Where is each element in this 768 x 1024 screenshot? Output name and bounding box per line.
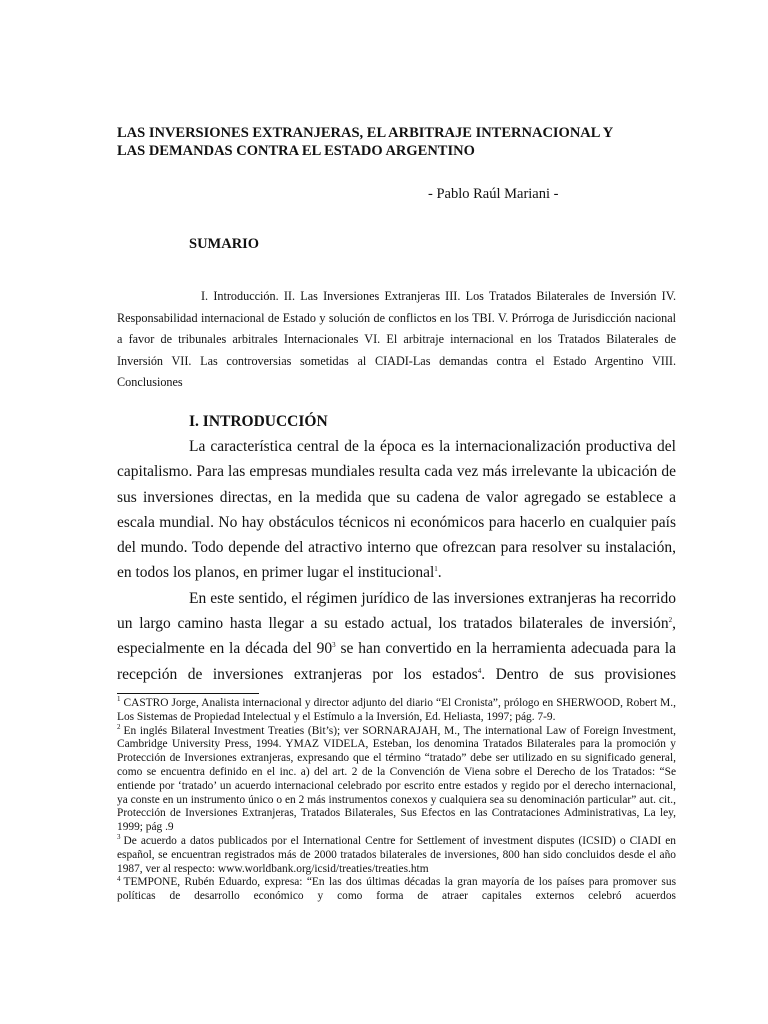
footnote-1 (117, 697, 676, 725)
footnote-text-1: CASTRO Jorge, Analista internacional y director adjunto del diario “El Cronista”, prólogo en SHERWOOD, Robert M., Los Sistemas de Propiedad Intelectual y el Estímulo a la Inversión, Ed. Heliasta, 1997; pág. 7-9. (117, 697, 676, 723)
footnote-ref-4: 4 (477, 666, 482, 675)
footnote-separator (117, 693, 259, 694)
footnote-ref-3: 3 (332, 641, 336, 650)
paragraph-1-text: La característica central de la época es la internacionalización productiva del capitalismo. Para las empresas mundiales resulta cada vez más irrelevante la ubicación de sus inversiones directas, en la medida que su cadena de valor agregado se establece a escala mundial. No hay obstáculos técnicos ni económicos para hacerlo en cualquier país del mundo. Todo depende del atractivo interno que ofrezcan para resolver su instalación, en todos los planos, en primer lugar el institucional (117, 438, 676, 582)
sumario-heading: SUMARIO (189, 236, 260, 252)
paragraph-2-text-a: En este sentido, el régimen jurídico de las inversiones extranjeras ha recorrido un largo camino hasta llegar a su estado actual, los tratados bilaterales de inversión (117, 589, 676, 633)
document-title (117, 124, 677, 160)
paragraph-1-end: . (437, 564, 442, 582)
footnote-3 (117, 835, 676, 876)
author-name: - Pablo Raúl Mariani - (428, 186, 559, 202)
footnote-number-1: 1 (117, 695, 121, 704)
footnote-number-4: 4 (117, 874, 121, 883)
footnote-text-3: De acuerdo a datos publicados por el International Centre for Settlement of investment disputes (ICSID) o CIADI en español, se encuentran registrados más de 2000 tratados bilaterales de inversiones, 800 han sido concluidos desde el año 1987, ver al respecto: www.worldbank.org/icsid/treaties/treaties.htm (117, 834, 676, 875)
title-line-1: LAS INVERSIONES EXTRANJERAS, EL ARBITRAJE INTERNACIONAL Y (117, 125, 614, 141)
paragraph-1 (117, 434, 676, 586)
footnote-ref-2: 2 (668, 615, 673, 624)
body-text (117, 434, 676, 687)
paragraph-2 (117, 586, 676, 687)
footnote-4 (117, 876, 676, 904)
sumario-text: I. Introducción. II. Las Inversiones Extranjeras III. Los Tratados Bilaterales de Inversión IV. Responsabilidad internacional de Estado y solución de conflictos en los TBI. V. Prórroga de Jurisdicción nacional a favor de tribunales arbitrales Internacionales VI. El arbitraje internacional en los Tratados Bilaterales de Inversión VII. Las controversias sometidas al CIADI-Las demandas contra el Estado Argentino VIII. Conclusiones (117, 289, 676, 390)
footnote-number-2: 2 (117, 722, 121, 731)
footnote-2 (117, 722, 676, 835)
section-heading-introduccion: I. INTRODUCCIÓN (189, 413, 328, 430)
paragraph-2-text-b: , especialmente en la década del 90 (117, 615, 676, 658)
footnote-number-3: 3 (117, 833, 121, 842)
title-line-2: LAS DEMANDAS CONTRA EL ESTADO ARGENTINO (117, 143, 475, 159)
paragraph-2-text-d: . Dentro de sus provisiones (481, 665, 676, 683)
footnote-text-2: En inglés Bilateral Investment Treaties (Bit’s); ver SORNARAJAH, M., The international Law of Foreign Investment, Cambridge University Press, 1994. YMAZ VIDELA, Esteban, los denomina Tratados Bilaterales para la promoción y Protección de Inversiones extranjeras, expresando que el término “tratado” debe ser utilizado en su significado general, como se encuentra definido en el inc. a) del art. 2 de la Convención de Viena sobre el Derecho de los Tratados: “Se entiende por ‘tratado’ un acuerdo internacional celebrado por escrito entre estados y regido por el derecho internacional, ya conste en un instrumento único o en 2 más instrumentos conexos y cualquiera sea su denominación particular” aut. cit., Protección de Inversiones Extranjeras, Tratados Bilaterales, Sus Efectos en las Contrataciones Administrativas, La ley, 1999; pág .9 (117, 724, 676, 834)
paragraph-2-text-c: se han convertido en la herramienta adecuada para la recepción de inversiones extranjeras por los estados (117, 640, 676, 683)
footnotes (117, 697, 676, 904)
footnote-text-4: TEMPONE, Rubén Eduardo, expresa: “En las dos últimas décadas la gran mayoría de los países para promover sus políticas de desarrollo económico y como forma de atraer capitales externos celebró acuerdos (117, 876, 676, 903)
footnote-ref-1: 1 (434, 565, 438, 574)
